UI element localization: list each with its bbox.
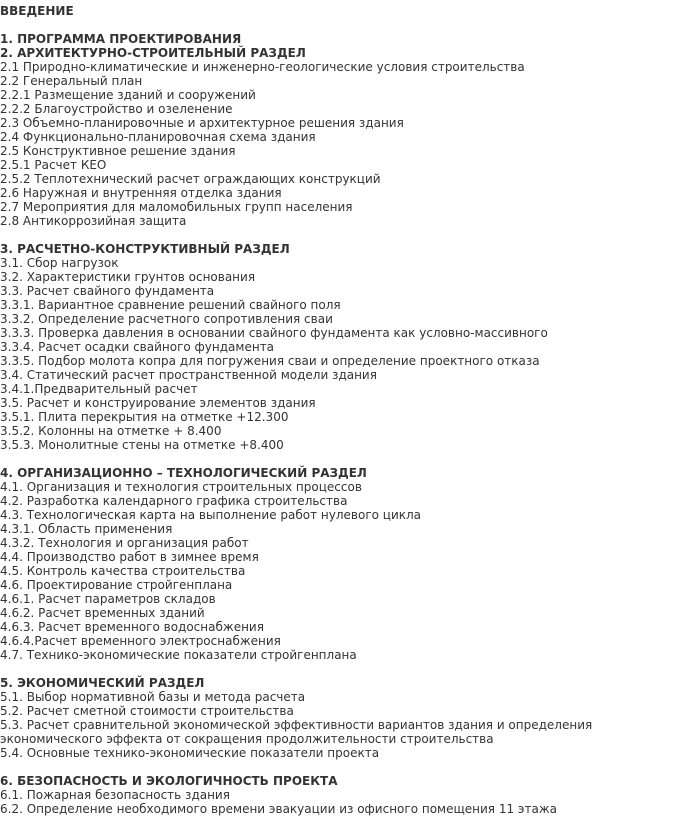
- toc-item: 4.4. Производство работ в зимнее время: [0, 550, 259, 564]
- toc-item: 4.3.2. Технология и организация работ: [0, 536, 249, 550]
- section-heading: 1. ПРОГРАММА ПРОЕКТИРОВАНИЯ: [0, 32, 242, 46]
- toc-item: 4.3. Технологическая карта на выполнение работ нулевого цикла: [0, 508, 422, 522]
- toc-item: 4.6. Проектирование стройгенплана: [0, 578, 233, 592]
- toc-item: 3.3.2. Определение расчетного сопротивления сваи: [0, 312, 333, 326]
- toc-item: 5.4. Основные технико-экономические показатели проекта: [0, 746, 380, 760]
- toc-item: 2.5.2 Теплотехнический расчет ограждающих конструкций: [0, 172, 381, 186]
- toc-section: [0, 774, 700, 816]
- toc-item: 5.1. Выбор нормативной базы и метода расчета: [0, 690, 306, 704]
- toc-item: 4.6.4.Расчет временного электроснабжения: [0, 634, 281, 648]
- toc-item: 2.2 Генеральный план: [0, 74, 143, 88]
- section-spacer: [0, 760, 700, 774]
- toc-item: 3.5.3. Монолитные стены на отметке +8.400: [0, 438, 284, 452]
- section-spacer: [0, 452, 700, 466]
- toc-item: 6.1. Пожарная безопасность здания: [0, 788, 230, 802]
- toc-item: 5.3. Расчет сравнительной экономической эффективности вариантов здания и определения экономического эффекта от сокращения продолжительности строительства: [0, 718, 593, 746]
- toc-item: 2.2.1 Размещение зданий и сооружений: [0, 88, 256, 102]
- toc-item: 3.2. Характеристики грунтов основания: [0, 270, 256, 284]
- toc-item: 2.2.2 Благоустройство и озеленение: [0, 102, 233, 116]
- toc-item: 4.5. Контроль качества строительства: [0, 564, 246, 578]
- table-of-contents: [0, 4, 700, 816]
- toc-section: [0, 242, 700, 452]
- toc-item: 3.3.5. Подбор молота копра для погружения сваи и определение проектного отказа: [0, 354, 540, 368]
- toc-item: 4.3.1. Область применения: [0, 522, 173, 536]
- toc-item: 4.1. Организация и технология строительных процессов: [0, 480, 362, 494]
- section-spacer: [0, 228, 700, 242]
- spacer: [0, 18, 700, 32]
- toc-item: 4.6.3. Расчет временного водоснабжения: [0, 620, 264, 634]
- toc-item: 3.3.3. Проверка давления в основании свайного фундамента как условно-массивного: [0, 326, 548, 340]
- toc-item: 2.8 Антикоррозийная защита: [0, 214, 187, 228]
- toc-item: 4.7. Технико-экономические показатели стройгенплана: [0, 648, 357, 662]
- toc-item: 2.3 Объемно-планировочные и архитектурное решения здания: [0, 116, 404, 130]
- toc-item: 2.4 Функционально-планировочная схема здания: [0, 130, 316, 144]
- toc-item: 3.5. Расчет и конструирование элементов здания: [0, 396, 316, 410]
- section-heading: 4. ОРГАНИЗАЦИОННО – ТЕХНОЛОГИЧЕСКИЙ РАЗДЕЛ: [0, 466, 367, 480]
- section-heading: 3. РАСЧЕТНО-КОНСТРУКТИВНЫЙ РАЗДЕЛ: [0, 242, 290, 256]
- intro-heading: ВВЕДЕНИЕ: [0, 4, 74, 18]
- toc-item: 2.6 Наружная и внутренняя отделка здания: [0, 186, 282, 200]
- toc-item: 6.2. Определение необходимого времени эвакуации из офисного помещения 11 этажа: [0, 802, 558, 816]
- toc-item: 2.7 Мероприятия для маломобильных групп населения: [0, 200, 353, 214]
- toc-item: 3.4. Статический расчет пространственной модели здания: [0, 368, 377, 382]
- toc-item: 3.5.2. Колонны на отметке + 8.400: [0, 424, 222, 438]
- section-heading: 6. БЕЗОПАСНОСТЬ И ЭКОЛОГИЧНОСТЬ ПРОЕКТА: [0, 774, 338, 788]
- toc-item: 2.1 Природно-климатические и инженерно-геологические условия строительства: [0, 60, 525, 74]
- toc-section: [0, 676, 700, 760]
- toc-item: 4.2. Разработка календарного графика строительства: [0, 494, 348, 508]
- toc-item: 3.3. Расчет свайного фундамента: [0, 284, 215, 298]
- toc-item: 3.3.1. Вариантное сравнение решений свайного поля: [0, 298, 341, 312]
- toc-item: 5.2. Расчет сметной стоимости строительства: [0, 704, 294, 718]
- section-heading: 2. АРХИТЕКТУРНО-СТРОИТЕЛЬНЫЙ РАЗДЕЛ: [0, 46, 306, 60]
- toc-item: 3.5.1. Плита перекрытия на отметке +12.300: [0, 410, 289, 424]
- toc-item: 3.3.4. Расчет осадки свайного фундамента: [0, 340, 275, 354]
- toc-item: 4.6.2. Расчет временных зданий: [0, 606, 205, 620]
- toc-section: [0, 466, 700, 662]
- toc-item: 2.5 Конструктивное решение здания: [0, 144, 236, 158]
- toc-section: [0, 32, 700, 228]
- toc-item: 4.6.1. Расчет параметров складов: [0, 592, 216, 606]
- sections-container: [0, 32, 700, 816]
- toc-item: 3.1. Сбор нагрузок: [0, 256, 119, 270]
- section-spacer: [0, 662, 700, 676]
- toc-item: 2.5.1 Расчет КЕО: [0, 158, 107, 172]
- section-heading: 5. ЭКОНОМИЧЕСКИЙ РАЗДЕЛ: [0, 676, 205, 690]
- toc-item: 3.4.1.Предварительный расчет: [0, 382, 198, 396]
